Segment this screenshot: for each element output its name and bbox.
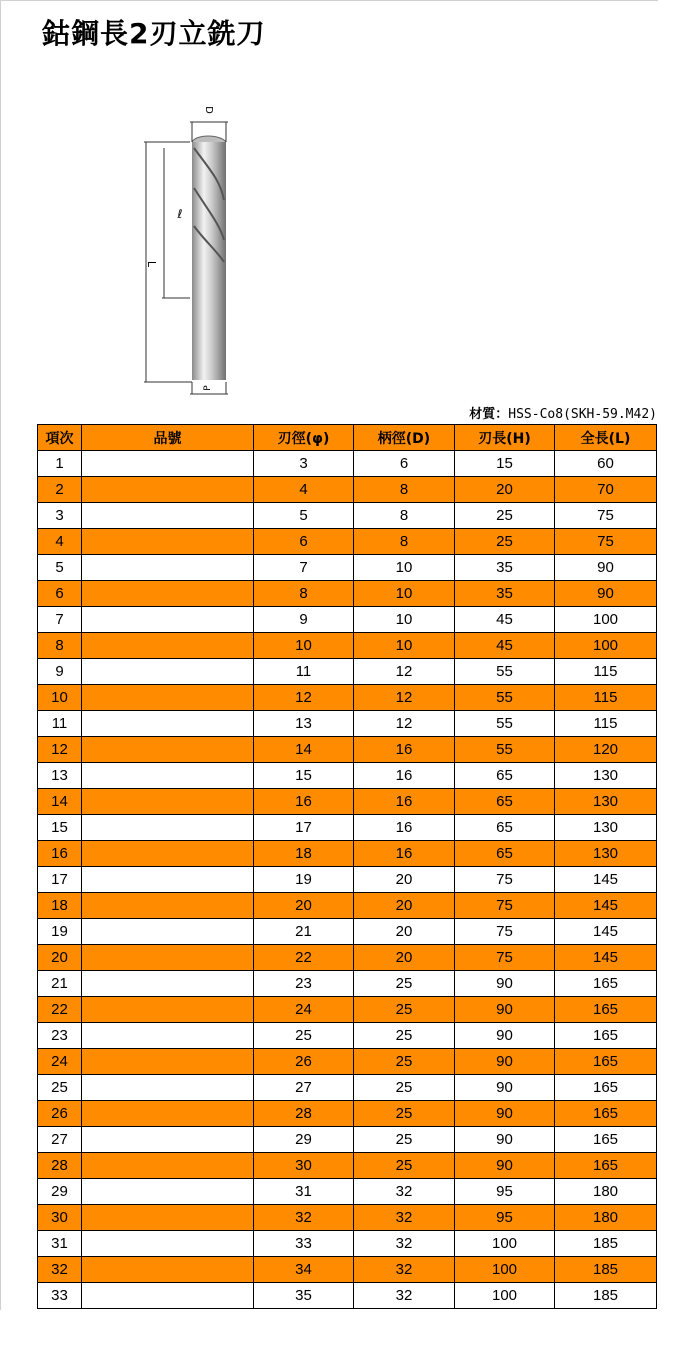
- cell-cutting-dia: 20: [254, 893, 354, 919]
- cell-flute-length: 75: [455, 945, 555, 971]
- cell-part-no: [82, 1023, 254, 1049]
- cell-item-no: 5: [38, 555, 82, 581]
- cell-cutting-dia: 15: [254, 763, 354, 789]
- cell-flute-length: 95: [455, 1205, 555, 1231]
- cell-flute-length: 90: [455, 1127, 555, 1153]
- cell-item-no: 6: [38, 581, 82, 607]
- material-spec: [400, 406, 657, 424]
- cell-part-no: [82, 1127, 254, 1153]
- cell-part-no: [82, 1153, 254, 1179]
- cell-item-no: 22: [38, 997, 82, 1023]
- cell-flute-length: 75: [455, 893, 555, 919]
- cell-cutting-dia: 9: [254, 607, 354, 633]
- cell-part-no: [82, 1205, 254, 1231]
- cell-item-no: 1: [38, 451, 82, 477]
- cell-part-no: [82, 607, 254, 633]
- cell-shank-dia: 6: [354, 451, 455, 477]
- table-row: [38, 997, 657, 1023]
- cell-item-no: 7: [38, 607, 82, 633]
- table-row: [38, 581, 657, 607]
- cell-item-no: 17: [38, 867, 82, 893]
- cell-item-no: 20: [38, 945, 82, 971]
- cell-overall-length: 165: [555, 971, 657, 997]
- dim-label-bottom: P: [203, 385, 213, 391]
- page-frame-top: [0, 0, 658, 1]
- col-header-item-no: 項次: [38, 425, 82, 451]
- cell-shank-dia: 16: [354, 815, 455, 841]
- cell-flute-length: 25: [455, 529, 555, 555]
- cell-shank-dia: 25: [354, 997, 455, 1023]
- cell-overall-length: 185: [555, 1231, 657, 1257]
- cell-flute-length: 75: [455, 919, 555, 945]
- cell-part-no: [82, 581, 254, 607]
- cell-part-no: [82, 1179, 254, 1205]
- col-header-part-no: 品號: [82, 425, 254, 451]
- table-row: [38, 737, 657, 763]
- cell-part-no: [82, 685, 254, 711]
- cell-overall-length: 185: [555, 1283, 657, 1309]
- cell-cutting-dia: 30: [254, 1153, 354, 1179]
- cell-shank-dia: 25: [354, 1049, 455, 1075]
- cell-item-no: 12: [38, 737, 82, 763]
- table-row: [38, 555, 657, 581]
- cell-item-no: 31: [38, 1231, 82, 1257]
- cell-shank-dia: 12: [354, 685, 455, 711]
- cell-cutting-dia: 18: [254, 841, 354, 867]
- cell-part-no: [82, 555, 254, 581]
- table-row: [38, 1179, 657, 1205]
- table-row: [38, 633, 657, 659]
- cell-flute-length: 95: [455, 1179, 555, 1205]
- cell-shank-dia: 8: [354, 477, 455, 503]
- cell-part-no: [82, 945, 254, 971]
- cell-overall-length: 145: [555, 945, 657, 971]
- cell-item-no: 8: [38, 633, 82, 659]
- cell-shank-dia: 25: [354, 1127, 455, 1153]
- cell-cutting-dia: 5: [254, 503, 354, 529]
- cell-item-no: 33: [38, 1283, 82, 1309]
- cell-cutting-dia: 21: [254, 919, 354, 945]
- cell-part-no: [82, 1075, 254, 1101]
- cell-cutting-dia: 29: [254, 1127, 354, 1153]
- spec-table: [37, 424, 657, 1309]
- cell-flute-length: 35: [455, 581, 555, 607]
- cell-cutting-dia: 17: [254, 815, 354, 841]
- cell-overall-length: 185: [555, 1257, 657, 1283]
- cell-overall-length: 180: [555, 1179, 657, 1205]
- cell-flute-length: 90: [455, 1075, 555, 1101]
- cell-shank-dia: 25: [354, 971, 455, 997]
- cell-cutting-dia: 33: [254, 1231, 354, 1257]
- cell-overall-length: 145: [555, 867, 657, 893]
- table-row: [38, 1049, 657, 1075]
- table-row: [38, 1101, 657, 1127]
- cell-cutting-dia: 24: [254, 997, 354, 1023]
- cell-overall-length: 100: [555, 607, 657, 633]
- cell-part-no: [82, 503, 254, 529]
- cell-shank-dia: 10: [354, 607, 455, 633]
- dim-label-top: D: [203, 106, 214, 114]
- table-row: [38, 477, 657, 503]
- cell-overall-length: 145: [555, 919, 657, 945]
- table-row: [38, 893, 657, 919]
- cell-item-no: 30: [38, 1205, 82, 1231]
- cell-cutting-dia: 14: [254, 737, 354, 763]
- cell-cutting-dia: 3: [254, 451, 354, 477]
- cell-shank-dia: 20: [354, 919, 455, 945]
- table-row: [38, 919, 657, 945]
- cell-part-no: [82, 919, 254, 945]
- cell-overall-length: 115: [555, 711, 657, 737]
- cell-flute-length: 55: [455, 711, 555, 737]
- cell-flute-length: 90: [455, 1049, 555, 1075]
- table-row: [38, 607, 657, 633]
- cell-overall-length: 145: [555, 893, 657, 919]
- cell-shank-dia: 8: [354, 529, 455, 555]
- cell-part-no: [82, 1049, 254, 1075]
- cell-overall-length: 115: [555, 659, 657, 685]
- page-frame-left: [0, 0, 1, 1310]
- cell-shank-dia: 25: [354, 1101, 455, 1127]
- table-row: [38, 1023, 657, 1049]
- cell-overall-length: 115: [555, 685, 657, 711]
- cell-item-no: 32: [38, 1257, 82, 1283]
- cell-part-no: [82, 477, 254, 503]
- cell-flute-length: 65: [455, 789, 555, 815]
- cell-part-no: [82, 971, 254, 997]
- dim-label-flute: ℓ: [177, 207, 183, 221]
- table-header-row: [38, 425, 657, 451]
- cell-item-no: 15: [38, 815, 82, 841]
- cell-part-no: [82, 1257, 254, 1283]
- cell-flute-length: 90: [455, 971, 555, 997]
- cell-cutting-dia: 6: [254, 529, 354, 555]
- table-row: [38, 1127, 657, 1153]
- cell-item-no: 26: [38, 1101, 82, 1127]
- table-row: [38, 1075, 657, 1101]
- cell-cutting-dia: 7: [254, 555, 354, 581]
- cell-item-no: 9: [38, 659, 82, 685]
- cell-overall-length: 165: [555, 997, 657, 1023]
- cell-shank-dia: 10: [354, 555, 455, 581]
- cell-flute-length: 45: [455, 633, 555, 659]
- table-row: [38, 711, 657, 737]
- cell-cutting-dia: 26: [254, 1049, 354, 1075]
- table-row: [38, 503, 657, 529]
- table-row: [38, 529, 657, 555]
- cell-part-no: [82, 451, 254, 477]
- cell-overall-length: 120: [555, 737, 657, 763]
- cell-overall-length: 70: [555, 477, 657, 503]
- cell-item-no: 28: [38, 1153, 82, 1179]
- col-header-overall-length: 全長(L): [555, 425, 657, 451]
- cell-part-no: [82, 1283, 254, 1309]
- cell-shank-dia: 32: [354, 1231, 455, 1257]
- cell-overall-length: 90: [555, 555, 657, 581]
- cell-item-no: 27: [38, 1127, 82, 1153]
- cell-cutting-dia: 35: [254, 1283, 354, 1309]
- cell-shank-dia: 12: [354, 659, 455, 685]
- cell-part-no: [82, 633, 254, 659]
- cell-shank-dia: 32: [354, 1257, 455, 1283]
- table-row: [38, 1153, 657, 1179]
- cell-overall-length: 75: [555, 503, 657, 529]
- cell-cutting-dia: 28: [254, 1101, 354, 1127]
- cell-cutting-dia: 32: [254, 1205, 354, 1231]
- cell-flute-length: 65: [455, 815, 555, 841]
- cell-flute-length: 45: [455, 607, 555, 633]
- cell-part-no: [82, 789, 254, 815]
- table-row: [38, 763, 657, 789]
- cell-flute-length: 65: [455, 841, 555, 867]
- cell-overall-length: 180: [555, 1205, 657, 1231]
- cell-overall-length: 100: [555, 633, 657, 659]
- col-header-flute-length: 刃長(H): [455, 425, 555, 451]
- cell-item-no: 2: [38, 477, 82, 503]
- dim-label-total: L: [145, 260, 158, 268]
- cell-shank-dia: 20: [354, 867, 455, 893]
- cell-cutting-dia: 12: [254, 685, 354, 711]
- cell-item-no: 18: [38, 893, 82, 919]
- cell-cutting-dia: 25: [254, 1023, 354, 1049]
- cell-shank-dia: 20: [354, 945, 455, 971]
- page-title: 鈷鋼長2刃立銑刀: [42, 17, 266, 50]
- cell-item-no: 16: [38, 841, 82, 867]
- cell-part-no: [82, 529, 254, 555]
- table-row: [38, 945, 657, 971]
- material-label: 材質：: [469, 407, 509, 422]
- cell-flute-length: 55: [455, 737, 555, 763]
- cell-cutting-dia: 27: [254, 1075, 354, 1101]
- cell-flute-length: 90: [455, 997, 555, 1023]
- tool-tip: [192, 136, 226, 142]
- cell-part-no: [82, 1101, 254, 1127]
- cell-shank-dia: 25: [354, 1153, 455, 1179]
- cell-overall-length: 130: [555, 789, 657, 815]
- col-header-shank-dia: 柄徑(D): [354, 425, 455, 451]
- cell-overall-length: 165: [555, 1075, 657, 1101]
- cell-item-no: 13: [38, 763, 82, 789]
- cell-cutting-dia: 23: [254, 971, 354, 997]
- cell-cutting-dia: 10: [254, 633, 354, 659]
- cell-shank-dia: 10: [354, 633, 455, 659]
- cell-flute-length: 75: [455, 867, 555, 893]
- cell-overall-length: 165: [555, 1101, 657, 1127]
- table-row: [38, 685, 657, 711]
- cell-flute-length: 20: [455, 477, 555, 503]
- cell-overall-length: 130: [555, 763, 657, 789]
- cell-overall-length: 165: [555, 1049, 657, 1075]
- cell-overall-length: 130: [555, 815, 657, 841]
- cell-overall-length: 130: [555, 841, 657, 867]
- cell-flute-length: 90: [455, 1153, 555, 1179]
- cell-part-no: [82, 815, 254, 841]
- cell-shank-dia: 16: [354, 737, 455, 763]
- table-row: [38, 841, 657, 867]
- table-row: [38, 789, 657, 815]
- table-row: [38, 815, 657, 841]
- cell-shank-dia: 8: [354, 503, 455, 529]
- cell-item-no: 3: [38, 503, 82, 529]
- cell-part-no: [82, 711, 254, 737]
- cell-shank-dia: 20: [354, 893, 455, 919]
- tool-shank: [192, 262, 226, 380]
- cell-item-no: 10: [38, 685, 82, 711]
- cell-overall-length: 90: [555, 581, 657, 607]
- cell-cutting-dia: 16: [254, 789, 354, 815]
- cell-item-no: 19: [38, 919, 82, 945]
- cell-part-no: [82, 659, 254, 685]
- cell-flute-length: 65: [455, 763, 555, 789]
- cell-overall-length: 165: [555, 1127, 657, 1153]
- cell-shank-dia: 25: [354, 1023, 455, 1049]
- cell-part-no: [82, 737, 254, 763]
- cell-cutting-dia: 11: [254, 659, 354, 685]
- cell-part-no: [82, 841, 254, 867]
- cell-overall-length: 60: [555, 451, 657, 477]
- cell-shank-dia: 32: [354, 1283, 455, 1309]
- cell-cutting-dia: 22: [254, 945, 354, 971]
- cell-item-no: 4: [38, 529, 82, 555]
- cell-shank-dia: 16: [354, 789, 455, 815]
- cell-flute-length: 35: [455, 555, 555, 581]
- cell-part-no: [82, 763, 254, 789]
- material-value: HSS-Co8(SKH-59.M42): [508, 407, 657, 422]
- cell-shank-dia: 10: [354, 581, 455, 607]
- cell-item-no: 23: [38, 1023, 82, 1049]
- cell-flute-length: 100: [455, 1283, 555, 1309]
- cell-item-no: 24: [38, 1049, 82, 1075]
- cell-flute-length: 90: [455, 1023, 555, 1049]
- cell-shank-dia: 25: [354, 1075, 455, 1101]
- cell-flute-length: 55: [455, 659, 555, 685]
- cell-flute-length: 100: [455, 1257, 555, 1283]
- cell-item-no: 29: [38, 1179, 82, 1205]
- cell-flute-length: 100: [455, 1231, 555, 1257]
- cell-cutting-dia: 13: [254, 711, 354, 737]
- cell-item-no: 21: [38, 971, 82, 997]
- cell-shank-dia: 12: [354, 711, 455, 737]
- cell-item-no: 11: [38, 711, 82, 737]
- cell-flute-length: 15: [455, 451, 555, 477]
- cell-flute-length: 90: [455, 1101, 555, 1127]
- cell-cutting-dia: 8: [254, 581, 354, 607]
- table-row: [38, 659, 657, 685]
- cell-item-no: 25: [38, 1075, 82, 1101]
- table-row: [38, 1231, 657, 1257]
- table-row: [38, 867, 657, 893]
- table-row: [38, 971, 657, 997]
- cell-part-no: [82, 1231, 254, 1257]
- cell-item-no: 14: [38, 789, 82, 815]
- cell-overall-length: 165: [555, 1153, 657, 1179]
- cell-cutting-dia: 4: [254, 477, 354, 503]
- cell-cutting-dia: 31: [254, 1179, 354, 1205]
- cell-cutting-dia: 34: [254, 1257, 354, 1283]
- cell-overall-length: 165: [555, 1023, 657, 1049]
- table-row: [38, 451, 657, 477]
- cell-shank-dia: 16: [354, 763, 455, 789]
- cell-overall-length: 75: [555, 529, 657, 555]
- cell-part-no: [82, 893, 254, 919]
- cell-shank-dia: 16: [354, 841, 455, 867]
- cell-part-no: [82, 997, 254, 1023]
- cell-shank-dia: 32: [354, 1179, 455, 1205]
- cell-flute-length: 55: [455, 685, 555, 711]
- table-row: [38, 1283, 657, 1309]
- col-header-cutting-dia: 刃徑(φ): [254, 425, 354, 451]
- cell-part-no: [82, 867, 254, 893]
- cell-shank-dia: 32: [354, 1205, 455, 1231]
- cell-flute-length: 25: [455, 503, 555, 529]
- table-row: [38, 1257, 657, 1283]
- table-row: [38, 1205, 657, 1231]
- end-mill-diagram: [130, 100, 240, 400]
- cell-cutting-dia: 19: [254, 867, 354, 893]
